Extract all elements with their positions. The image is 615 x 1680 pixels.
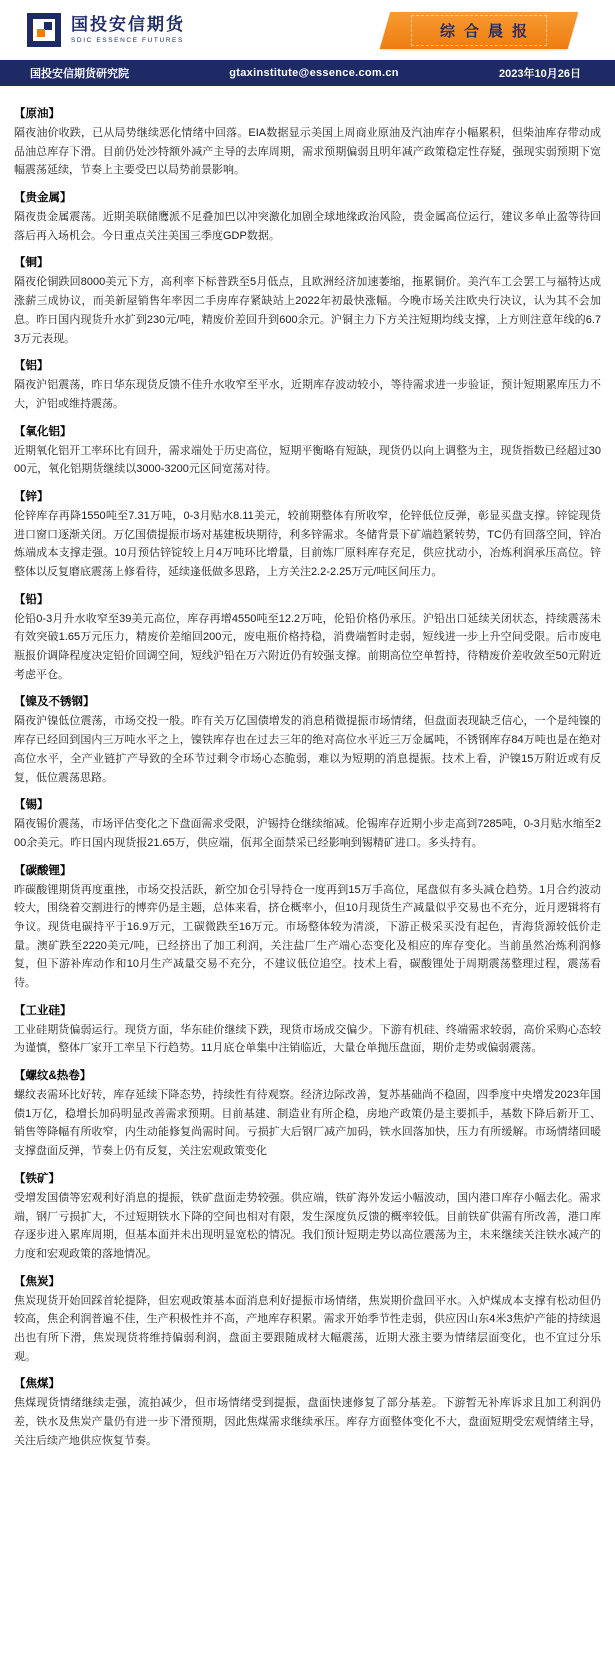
section-body: 近期氧化铝开工率环比有回升，需求端处于历史高位，短期平衡略有短缺，现货仍以向上调整为主，现货指数已经超过3000元，氧化铝期货继续以3000-3200元区间宽荡对待。 bbox=[14, 444, 601, 476]
section-coking-coal bbox=[14, 1375, 601, 1450]
section-title: 【焦炭】 bbox=[14, 1275, 60, 1288]
section-body: 隔夜沪镍低位震荡，市场交投一般。昨有关万亿国债增发的消息稍微提振市场情绪，但盘面表现缺乏信心，一个是纯镍的库存已经回到国内三万吨水平之上，镍铁库存也在过去三年的绝对高位水平近三万金属吨，不锈钢库存84万吨也是在绝对高位水平，全产业链扩产导致的全环节过剩令市场心态脆弱，难以为短期的消息提振。技术上看，沪镍15万附近或有反复，低位震荡思路。 bbox=[14, 715, 601, 784]
brand-logo bbox=[26, 12, 185, 48]
section-body: 工业硅期货偏弱运行。现货方面，华东硅价继续下跌，现货市场成交偏少。下游有机硅、终端需求较弱，高价采购心态较为谨慎，整体厂家开工率呈下行趋势。11月底仓单集中注销临近，大量仓单抛压盘面，期价走势或偏弱震荡。 bbox=[14, 1023, 601, 1055]
section-body: 隔夜伦铜跌回8000美元下方，高利率下标普跌至5月低点，且欧洲经济加速萎缩，拖累铜价。美汽车工会罢工与福特达成涨薪三成协议，而美新屋销售年率因二手房库存紧缺站上2022年初最快涨幅。今晚市场关注欧央行决议，认为其不会加息。昨日国内现货升水扩到230元/吨，精废价差回升到600余元。沪铜主力下方关注短期均线支撑，上方则注意年线的6.73万元表现。 bbox=[14, 276, 601, 345]
section-body: 伦铅0-3月升水收窄至39美元高位，库存再增4550吨至12.2万吨，伦铅价格仍承压。沪铅出口延续关闭状态，持续震荡未有效突破1.65万元压力，精废价差缩回200元，废电瓶价格持稳，消费端暂时走弱，短线进一步上升空间受限。后市废电瓶报价调降程度决定铅价回调空间，短线沪铅在万六附近仍有较强支撑。前期高位空单暂持，待精废价差收敛至50元附近考虑平仓。 bbox=[14, 612, 601, 681]
report-header bbox=[0, 0, 615, 60]
section-body: 伦锌库存再降1550吨至7.31万吨，0-3月贴水8.11美元，较前期整体有所收窄，伦锌低位反弹，彰显买盘支撑。锌锭现货进口窗口逐渐关闭。万亿国债提振市场对基建板块期待，利多锌需求。冬储背景下矿端趋紧转势，TC仍有回落空间，锌冶炼端成本支撑走强。10月预估锌锭较上月4万吨环比增量，目前炼厂原料库存充足，供应扰动小，冶炼利润承压高位。锌整体以反复磨底震荡上修看待，延续逢低做多思路，上方关注2.2-2.25万元/吨区间压力。 bbox=[14, 509, 601, 578]
brand-name-en: SDIC ESSENCE FUTURES bbox=[71, 37, 184, 45]
section-body: 隔夜沪铝震荡，昨日华东现货反馈不佳升水收窄至平水，近期库存波动较小，等待需求进一步验证，预计短期累库压力不大，沪铝或维持震荡。 bbox=[14, 379, 601, 410]
section-title: 【螺纹&热卷】 bbox=[14, 1070, 92, 1083]
section-body: 受增发国债等宏观利好消息的提振，铁矿盘面走势较强。供应端，铁矿海外发运小幅波动，国内港口库存小幅去化。需求端，钢厂亏损扩大，不过短期铁水下降的空间也相对有限，发生深度负反馈的概率较低。目前铁矿供需有所改善，港口库存逐步进入累库周期，但基本面并未出现明显宽松的情况。我们预计短期走势以高位震荡为主，未来继续关注铁水减产的力度和宏观政策的落地情况。 bbox=[14, 1191, 601, 1260]
section-precious-metals bbox=[14, 189, 601, 245]
section-body: 昨碳酸锂期货再度重挫，市场交投活跃，新空加仓引导持仓一度再到15万手高位，尾盘似有多头减仓趋势。1月合约波动较大，围绕着交割进行的博弈仍是主题，总体来看，挤仓概率小，但10月现货生产减量似乎交易也不充分，近月逻辑将有争议。现货电碳持平于16.9万元，工碳微跌至16万元。市场整体较为清淡，下游正极采买没有起色，青海货源较低价走量。澳矿跌至2220美元/吨，已经挤出了加工利润，关注盐厂生产端心态变化及相应的库存变化。当前虽然冶炼利润修复，但下游补库动作和10月生产减量交易不充分，不建议低位追空。技术上看，碳酸锂处于周期震荡整理过程，震荡看待。 bbox=[14, 883, 601, 989]
section-alumina bbox=[14, 423, 601, 479]
section-title: 【碳酸锂】 bbox=[14, 864, 72, 877]
section-body: 螺纹表需环比好转，库存延续下降态势，持续性有待观察。经济边际改善，复苏基础尚不稳固，四季度中央增发2023年国债1万亿，稳增长加码明显改善需求预期。目前基建、制造业有所企稳，房地产政策仍是主要抓手，基数下降后新开工、销售等降幅有所收窄，内生动能修复尚需时间。亏损扩大后钢厂减产加码，铁水回落加快，压力有所缓解。市场情绪回暖支撑盘面反弹，节奏上仍有反复，关注宏观政策变化 bbox=[14, 1089, 601, 1158]
section-title: 【铝】 bbox=[14, 360, 49, 373]
section-coke bbox=[14, 1273, 601, 1367]
brand-name-cn: 国投安信期货 bbox=[71, 14, 185, 34]
section-industrial-silicon bbox=[14, 1002, 601, 1058]
section-tin bbox=[14, 796, 601, 852]
section-title: 【锡】 bbox=[14, 799, 49, 812]
section-crude-oil bbox=[14, 105, 601, 180]
institute-name: 国投安信期货研究院 bbox=[30, 68, 129, 80]
section-body: 隔夜贵金属震荡。近期美联储鹰派不足叠加巴以冲突激化加剧全球地缘政治风险，贵金属高位运行，建议多单止盈等待回落后再入场机会。今日重点关注美国三季度GDP数据。 bbox=[14, 211, 601, 242]
report-date: 2023年10月26日 bbox=[499, 68, 581, 80]
section-title: 【铅】 bbox=[14, 593, 49, 606]
section-lead bbox=[14, 591, 601, 685]
section-rebar-hrc bbox=[14, 1067, 601, 1161]
report-body bbox=[0, 86, 615, 1450]
section-title: 【原油】 bbox=[14, 108, 60, 120]
section-body: 焦炭现货开始回踩首轮提降，但宏观政策基本面消息利好提振市场情绪，焦炭期价盘回平水。入炉煤成本支撑有松动但仍较高，焦企利润普遍不佳，生产积极性并不高，产地库存积累。需求开始季节性走弱，供应因山东4米3焦炉产能的持续退出也有所下滑，焦炭现货将维持偏弱利润，盘面主要跟随成材大幅震荡，近期大涨主要为情绪层面变化，也不宜过分乐观。 bbox=[14, 1294, 601, 1363]
section-iron-ore bbox=[14, 1170, 601, 1264]
section-title: 【铜】 bbox=[14, 257, 49, 270]
section-zinc bbox=[14, 488, 601, 582]
brand-logo-icon bbox=[26, 12, 62, 48]
section-body: 隔夜油价收跌，已从局势继续恶化情绪中回落。EIA数据显示美国上周商业原油及汽油库存小幅累积，但柴油库存带动成品油总库存下滑。目前仍处沙特额外减产主导的去库周期，需求预期偏弱且明年减产政策稳定性存疑，强现实弱预期下宽幅震荡延续，节奏上主要受巴以局势前景影响。 bbox=[14, 127, 601, 177]
section-title: 【镍及不锈钢】 bbox=[14, 696, 95, 709]
section-nickel-stainless bbox=[14, 693, 601, 787]
report-type-label: 综合晨报 bbox=[411, 15, 547, 46]
section-title: 【铁矿】 bbox=[14, 1172, 60, 1185]
section-lithium-carbonate bbox=[14, 862, 601, 993]
brand-text bbox=[71, 16, 185, 45]
section-title: 【贵金属】 bbox=[14, 192, 72, 205]
section-body: 焦煤现货情绪继续走强，流拍减少，但市场情绪受到提振，盘面快速修复了部分基差。下游暂无补库诉求且加工利润仍差，铁水及焦炭产量仍有进一步下滑预期，因此焦煤需求继续承压。库存方面整体变化不大，盘面短期受宏观情绪主导，关注后续产地供应恢复节奏。 bbox=[14, 1397, 601, 1447]
report-type-banner bbox=[380, 12, 579, 49]
section-title: 【锌】 bbox=[14, 490, 49, 503]
info-bar bbox=[0, 60, 615, 86]
section-body: 隔夜锡价震荡，市场评估变化之下盘面需求受限，沪锡持仓继续缩减。伦锡库存近期小步走高到7285吨，0-3月贴水缩至200余美元。昨日国内现货报21.65万，供应端，佤邦全面禁采已经影响到锡精矿进口。多头持有。 bbox=[14, 818, 601, 849]
section-copper bbox=[14, 254, 601, 348]
section-title: 【工业硅】 bbox=[14, 1004, 72, 1017]
section-title: 【氧化铝】 bbox=[14, 425, 72, 438]
section-title: 【焦煤】 bbox=[14, 1378, 60, 1391]
section-aluminum bbox=[14, 357, 601, 413]
contact-email: gtaxinstitute@essence.com.cn bbox=[229, 67, 399, 79]
